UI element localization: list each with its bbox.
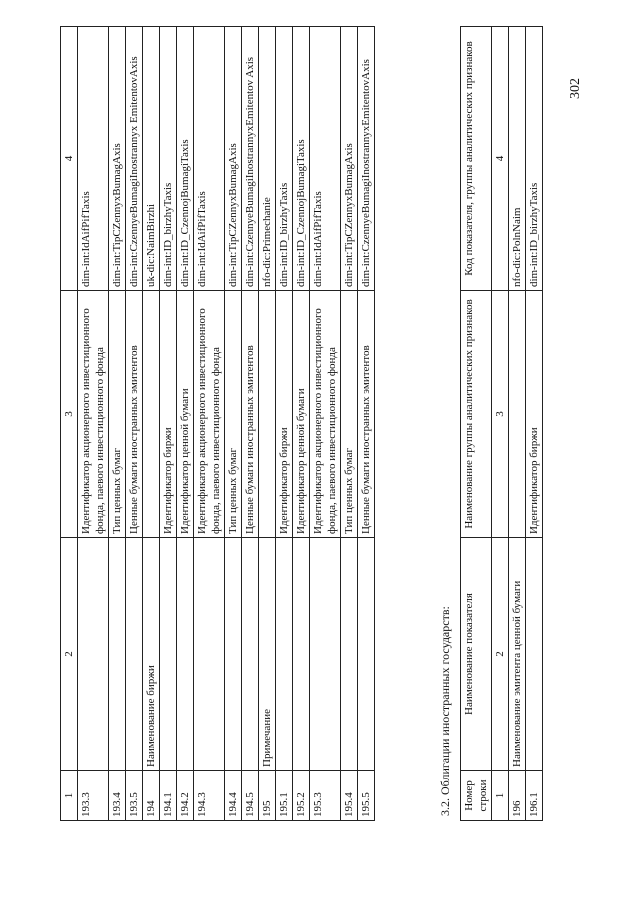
header-cell: 4 bbox=[61, 27, 78, 291]
table-cell: Примечание bbox=[259, 538, 276, 771]
table-body bbox=[78, 27, 375, 821]
table-cell: dim-int:IdAifPifTaxis bbox=[310, 27, 341, 291]
table-row bbox=[109, 27, 126, 821]
table-row bbox=[526, 27, 543, 821]
table-cell: Идентификатор биржи bbox=[276, 291, 293, 538]
table-cell bbox=[358, 538, 375, 771]
header-cell: 2 bbox=[61, 538, 78, 771]
table-cell bbox=[259, 291, 276, 538]
header-cell: 2 bbox=[492, 538, 509, 771]
table-cell: 194.5 bbox=[242, 771, 259, 821]
table-cell bbox=[341, 538, 358, 771]
table-cell: nfo-dic:PolnNaim bbox=[509, 27, 526, 291]
table-cell bbox=[310, 538, 341, 771]
table-row bbox=[225, 27, 242, 821]
table-cell: dim-int:ID_birzhyTaxis bbox=[276, 27, 293, 291]
table-body bbox=[509, 27, 543, 821]
table-cell bbox=[160, 538, 177, 771]
table-cell: Наименование эмитента ценной бумаги bbox=[509, 538, 526, 771]
table-cell: 194.3 bbox=[194, 771, 225, 821]
table-row bbox=[509, 27, 526, 821]
header-cell: 3 bbox=[61, 291, 78, 538]
table-cell: dim-int:ID_birzhyTaxis bbox=[160, 27, 177, 291]
table-cell bbox=[143, 291, 160, 538]
table-cell bbox=[225, 538, 242, 771]
table-cell: 194.1 bbox=[160, 771, 177, 821]
table-cell: dim-int:CzennyeBumagiInostrannyxEmitentov Axis bbox=[242, 27, 259, 291]
table-cell: 195.3 bbox=[310, 771, 341, 821]
indicators-table bbox=[60, 26, 375, 821]
table-row bbox=[194, 27, 225, 821]
table-cell: dim-int:TipCZennyxBumagAxis bbox=[341, 27, 358, 291]
header-cell: 1 bbox=[61, 771, 78, 821]
header-cell: 3 bbox=[492, 291, 509, 538]
table-cell bbox=[177, 538, 194, 771]
table-row bbox=[276, 27, 293, 821]
table-cell: 193.3 bbox=[78, 771, 109, 821]
table-cell: uk-dic:NaimBirzhi bbox=[143, 27, 160, 291]
table-cell: dim-int:ID_birzhyTaxis bbox=[526, 27, 543, 291]
table-cell: dim-int:IdAifPifTaxis bbox=[78, 27, 109, 291]
table-cell: 196.1 bbox=[526, 771, 543, 821]
table-cell: Наименование биржи bbox=[143, 538, 160, 771]
table-cell bbox=[109, 538, 126, 771]
table-cell: 195.5 bbox=[358, 771, 375, 821]
table-row bbox=[358, 27, 375, 821]
table-cell: Идентификатор ценной бумаги bbox=[177, 291, 194, 538]
table-row bbox=[160, 27, 177, 821]
table-row bbox=[143, 27, 160, 821]
table-cell bbox=[293, 538, 310, 771]
table-cell: 194.2 bbox=[177, 771, 194, 821]
table-header-number-row bbox=[492, 27, 509, 821]
table-cell: 195 bbox=[259, 771, 276, 821]
header-cell: Код показателя, группы аналитических признаков bbox=[461, 27, 492, 291]
table-cell: Идентификатор биржи bbox=[526, 291, 543, 538]
table-cell: Тип ценных бумаг bbox=[225, 291, 242, 538]
table-cell: Тип ценных бумаг bbox=[341, 291, 358, 538]
header-cell: Номер строки bbox=[461, 771, 492, 821]
table-cell: 194 bbox=[143, 771, 160, 821]
table-cell: Ценные бумаги иностранных эмитентов bbox=[126, 291, 143, 538]
header-cell: 4 bbox=[492, 27, 509, 291]
table-cell bbox=[276, 538, 293, 771]
table-cell: dim-int:IdAifPifTaxis bbox=[194, 27, 225, 291]
table-row bbox=[341, 27, 358, 821]
table-cell: Идентификатор акционерного инвестиционного фонда, паевого инвестиционного фонда bbox=[78, 291, 109, 538]
table-cell: 195.4 bbox=[341, 771, 358, 821]
table-cell: dim-int:ID_CzennojBumagiTaxis bbox=[293, 27, 310, 291]
table-cell bbox=[78, 538, 109, 771]
section-title: 3.2. Облигации иностранных государств: bbox=[438, 606, 452, 816]
table-cell: Ценные бумаги иностранных эмитентов bbox=[242, 291, 259, 538]
table-cell: 195.2 bbox=[293, 771, 310, 821]
page-number: 302 bbox=[568, 78, 583, 99]
table-header-row bbox=[61, 27, 78, 821]
table-cell bbox=[526, 538, 543, 771]
table-cell: Ценные бумаги иностранных эмитентов bbox=[358, 291, 375, 538]
table-cell: dim-int:TipCZennyxBumagAxis bbox=[109, 27, 126, 291]
foreign-bonds-table bbox=[460, 26, 543, 821]
table-cell bbox=[126, 538, 143, 771]
table-cell: 195.1 bbox=[276, 771, 293, 821]
table-cell: Идентификатор биржи bbox=[160, 291, 177, 538]
table-cell: 196 bbox=[509, 771, 526, 821]
header-cell: Наименование показателя bbox=[461, 538, 492, 771]
table-cell bbox=[509, 291, 526, 538]
table-row bbox=[259, 27, 276, 821]
table-cell: Идентификатор акционерного инвестиционного фонда, паевого инвестиционного фонда bbox=[310, 291, 341, 538]
header-cell: 1 bbox=[492, 771, 509, 821]
table-cell bbox=[194, 538, 225, 771]
table-cell: dim-int:CzennyeBumagiInostrannyxEmitentovAxis bbox=[358, 27, 375, 291]
table-row bbox=[293, 27, 310, 821]
table-cell: 193.4 bbox=[109, 771, 126, 821]
table-cell: dim-int:CzennyeBumagiInostrannyx EmitentovAxis bbox=[126, 27, 143, 291]
table-cell: nfo-dic:Primechanie bbox=[259, 27, 276, 291]
header-cell: Наименование группы аналитических признаков bbox=[461, 291, 492, 538]
table-header-row bbox=[461, 27, 492, 821]
table-cell: 193.5 bbox=[126, 771, 143, 821]
table-row bbox=[126, 27, 143, 821]
table-cell: dim-int:ID_CzennojBumagiTaxis bbox=[177, 27, 194, 291]
table-cell: Идентификатор ценной бумаги bbox=[293, 291, 310, 538]
table-cell: dim-int:TipCZennyxBumagAxis bbox=[225, 27, 242, 291]
table-cell bbox=[242, 538, 259, 771]
table-row bbox=[310, 27, 341, 821]
table-cell: Идентификатор акционерного инвестиционного фонда, паевого инвестиционного фонда bbox=[194, 291, 225, 538]
table-row bbox=[78, 27, 109, 821]
table-cell: 194.4 bbox=[225, 771, 242, 821]
table-row bbox=[177, 27, 194, 821]
table-row bbox=[242, 27, 259, 821]
table-cell: Тип ценных бумаг bbox=[109, 291, 126, 538]
